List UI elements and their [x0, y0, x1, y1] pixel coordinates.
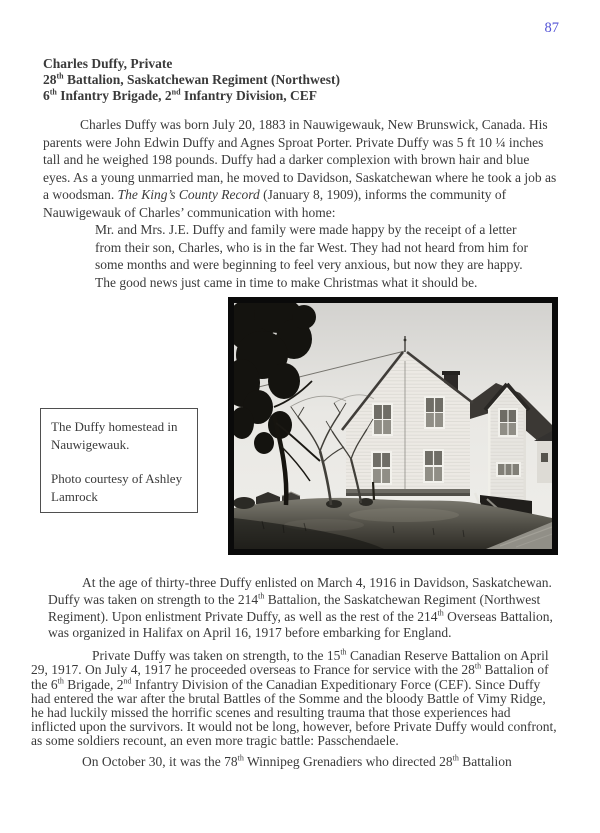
photo-caption-box	[40, 408, 198, 513]
paragraph-overseas: Private Duffy was taken on strength, to the 15th Canadian Reserve Battalion on April 29, 1917. On July 4, 1917 he proceeded overseas to France for service with the 28th Battalion of the 6th Brigade, 2nd Infantry Division of the Canadian Expeditionary Force (CEF). Since Duffy had entered the war after the brutal Battles of the Somme and the bloody Battle of Vimy Ridge, he had luckily missed the horrific scenes and resulting trauma that those experiences had inflicted upon the survivors. It would not be long, however, before Private Duffy would confront, as some soldiers recount, an even more tragic battle: Passchendaele.	[31, 647, 557, 749]
front-upper-middle-window	[424, 396, 445, 429]
homestead-figure	[43, 297, 558, 555]
wing-upper-window	[498, 408, 518, 437]
homestead-photo	[228, 297, 558, 555]
article-heading	[43, 56, 558, 104]
page-number: 87	[544, 20, 559, 36]
paragraph-october: On October 30, it was the 78th Winnipeg Grenadiers who directed 28th Battalion	[82, 753, 512, 769]
heading-line-name: Charles Duffy, Private	[43, 56, 173, 71]
paragraph-birth: Charles Duffy was born July 20, 1883 in Nauwigewauk, New Brunswick, Canada. His parents were John Edwin Duffy and Agnes Sproat Porter. Private Duffy was 5 ft 10 ¼ inches tall and he weighed 198 pounds. Duffy had a darker complexion with brown hair and blue eyes. As a young unmarried man, he moved to Davidson, Saskatchewan where he took a job as a woodsman. The King’s County Record (January 8, 1909), informs the community of Nauwigewauk of Charles’ communication with home:	[43, 117, 557, 220]
front-upper-left-window	[372, 403, 393, 436]
wing-lower-window	[496, 462, 521, 477]
homestead-photo-illustration	[234, 303, 552, 549]
letter-quote: Mr. and Mrs. J.E. Duffy and family were made happy by the receipt of a letter from their son, Charles, who is in the far West. They had not heard from him for some months and were beginning to feel very anxious, but now they are happy. The good news just came in time to make Christmas what it should be.	[95, 222, 528, 290]
heading-line-brigade: 6th Infantry Brigade, 2nd Infantry Division, CEF	[43, 87, 318, 103]
paragraph-enlistment: At the age of thirty-three Duffy enlisted on March 4, 1916 in Davidson, Saskatchewan. Duffy was taken on strength to the 214th Battalion, the Saskatchewan Regiment (Northwest Regiment). Upon enlistment Private Duffy, as well as the rest of the 214th Overseas Battalion, was organized in Halifax on April 16, 1917 before embarking for England.	[48, 575, 553, 641]
front-lower-middle-window	[423, 449, 444, 483]
heading-line-battalion: 28th Battalion, Saskatchewan Regiment (Northwest)	[43, 71, 340, 87]
caption-line-1: The Duffy homestead in Nauwigewauk.	[51, 419, 178, 452]
right-wing	[485, 384, 529, 505]
caption-line-2: Photo courtesy of Ashley Lamrock	[51, 471, 183, 504]
front-lower-left-window	[371, 451, 392, 485]
